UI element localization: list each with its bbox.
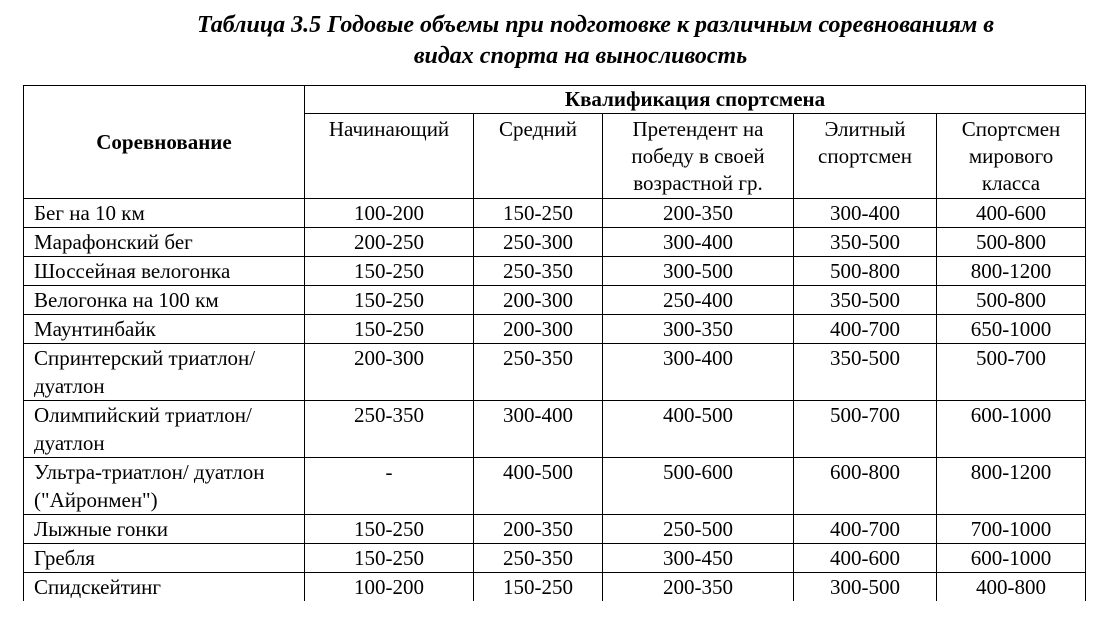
volume-cell: 150-250 bbox=[474, 573, 603, 602]
volume-cell: 350-500 bbox=[794, 228, 937, 257]
competition-header: Соревнование bbox=[24, 86, 305, 199]
level-header-intermediate: Средний bbox=[474, 114, 603, 199]
volume-cell: 500-700 bbox=[937, 344, 1086, 401]
volume-cell: - bbox=[305, 458, 474, 515]
competition-name: Гребля bbox=[24, 544, 305, 573]
table-body bbox=[24, 199, 1086, 602]
table-row bbox=[24, 257, 1086, 286]
volume-cell: 150-250 bbox=[474, 199, 603, 228]
volume-cell: 200-350 bbox=[603, 199, 794, 228]
volume-cell: 150-250 bbox=[305, 515, 474, 544]
volume-cell: 200-350 bbox=[603, 573, 794, 602]
volume-cell: 200-300 bbox=[474, 286, 603, 315]
volume-cell: 200-250 bbox=[305, 228, 474, 257]
competition-name: Ультра-триатлон/ дуатлон ("Айронмен") bbox=[24, 458, 305, 515]
volume-cell: 250-500 bbox=[603, 515, 794, 544]
caption-line-1: Таблица 3.5 Годовые объемы при подготовке к различным соревнованиям в bbox=[196, 12, 994, 38]
competition-name: Спидскейтинг bbox=[24, 573, 305, 602]
competition-name: Лыжные гонки bbox=[24, 515, 305, 544]
volume-cell: 400-800 bbox=[937, 573, 1086, 602]
volume-cell: 400-500 bbox=[603, 401, 794, 458]
volume-cell: 600-1000 bbox=[937, 401, 1086, 458]
volume-cell: 100-200 bbox=[305, 199, 474, 228]
competition-name: Олимпийский триатлон/дуатлон bbox=[24, 401, 305, 458]
volume-cell: 400-600 bbox=[937, 199, 1086, 228]
volume-cell: 300-400 bbox=[794, 199, 937, 228]
volume-cell: 250-350 bbox=[474, 544, 603, 573]
table-row bbox=[24, 458, 1086, 515]
volume-cell: 150-250 bbox=[305, 544, 474, 573]
volume-cell: 300-400 bbox=[474, 401, 603, 458]
qualification-header: Квалификация спортсмена bbox=[305, 86, 1086, 114]
table-row bbox=[24, 544, 1086, 573]
volume-cell: 200-350 bbox=[474, 515, 603, 544]
volume-cell: 500-700 bbox=[794, 401, 937, 458]
volume-cell: 300-450 bbox=[603, 544, 794, 573]
volume-cell: 200-300 bbox=[305, 344, 474, 401]
volume-cell: 300-500 bbox=[794, 573, 937, 602]
volume-cell: 650-1000 bbox=[937, 315, 1086, 344]
volume-cell: 350-500 bbox=[794, 344, 937, 401]
volume-cell: 250-350 bbox=[474, 344, 603, 401]
volume-cell: 600-1000 bbox=[937, 544, 1086, 573]
competition-name: Спринтерский триатлон/дуатлон bbox=[24, 344, 305, 401]
competition-name: Бег на 10 км bbox=[24, 199, 305, 228]
competition-name: Марафонский бег bbox=[24, 228, 305, 257]
volume-cell: 500-800 bbox=[937, 228, 1086, 257]
table-row bbox=[24, 286, 1086, 315]
volume-cell: 250-300 bbox=[474, 228, 603, 257]
volume-cell: 600-800 bbox=[794, 458, 937, 515]
table-caption bbox=[0, 10, 1101, 72]
volume-cell: 100-200 bbox=[305, 573, 474, 602]
volume-cell: 700-1000 bbox=[937, 515, 1086, 544]
table-row bbox=[24, 315, 1086, 344]
volume-cell: 350-500 bbox=[794, 286, 937, 315]
caption-line-2: видах спорта на выносливость bbox=[413, 43, 748, 69]
volume-cell: 300-400 bbox=[603, 344, 794, 401]
volume-cell: 500-600 bbox=[603, 458, 794, 515]
volume-cell: 150-250 bbox=[305, 315, 474, 344]
volume-cell: 250-400 bbox=[603, 286, 794, 315]
volume-cell: 500-800 bbox=[937, 286, 1086, 315]
level-header-age-group-contender: Претендент на победу в своей возрастной гр. bbox=[603, 114, 794, 199]
volume-cell: 250-350 bbox=[305, 401, 474, 458]
table-row bbox=[24, 228, 1086, 257]
volume-cell: 400-500 bbox=[474, 458, 603, 515]
table-row bbox=[24, 515, 1086, 544]
volume-cell: 500-800 bbox=[794, 257, 937, 286]
volume-cell: 150-250 bbox=[305, 286, 474, 315]
volume-cell: 300-350 bbox=[603, 315, 794, 344]
table-row bbox=[24, 401, 1086, 458]
volume-cell: 800-1200 bbox=[937, 458, 1086, 515]
level-header-world-class: Спортсмен мирового класса bbox=[937, 114, 1086, 199]
volume-cell: 400-700 bbox=[794, 315, 937, 344]
competition-name: Шоссейная велогонка bbox=[24, 257, 305, 286]
volume-cell: 200-300 bbox=[474, 315, 603, 344]
volume-cell: 800-1200 bbox=[937, 257, 1086, 286]
training-volume-table bbox=[23, 85, 1086, 601]
level-header-elite: Элитный спортсмен bbox=[794, 114, 937, 199]
competition-name: Маунтинбайк bbox=[24, 315, 305, 344]
volume-cell: 400-700 bbox=[794, 515, 937, 544]
volume-cell: 300-400 bbox=[603, 228, 794, 257]
volume-cell: 400-600 bbox=[794, 544, 937, 573]
volume-cell: 300-500 bbox=[603, 257, 794, 286]
volume-cell: 150-250 bbox=[305, 257, 474, 286]
volume-cell: 250-350 bbox=[474, 257, 603, 286]
table-row bbox=[24, 573, 1086, 602]
table-row bbox=[24, 344, 1086, 401]
level-header-beginner: Начинающий bbox=[305, 114, 474, 199]
competition-name: Велогонка на 100 км bbox=[24, 286, 305, 315]
table-row bbox=[24, 199, 1086, 228]
